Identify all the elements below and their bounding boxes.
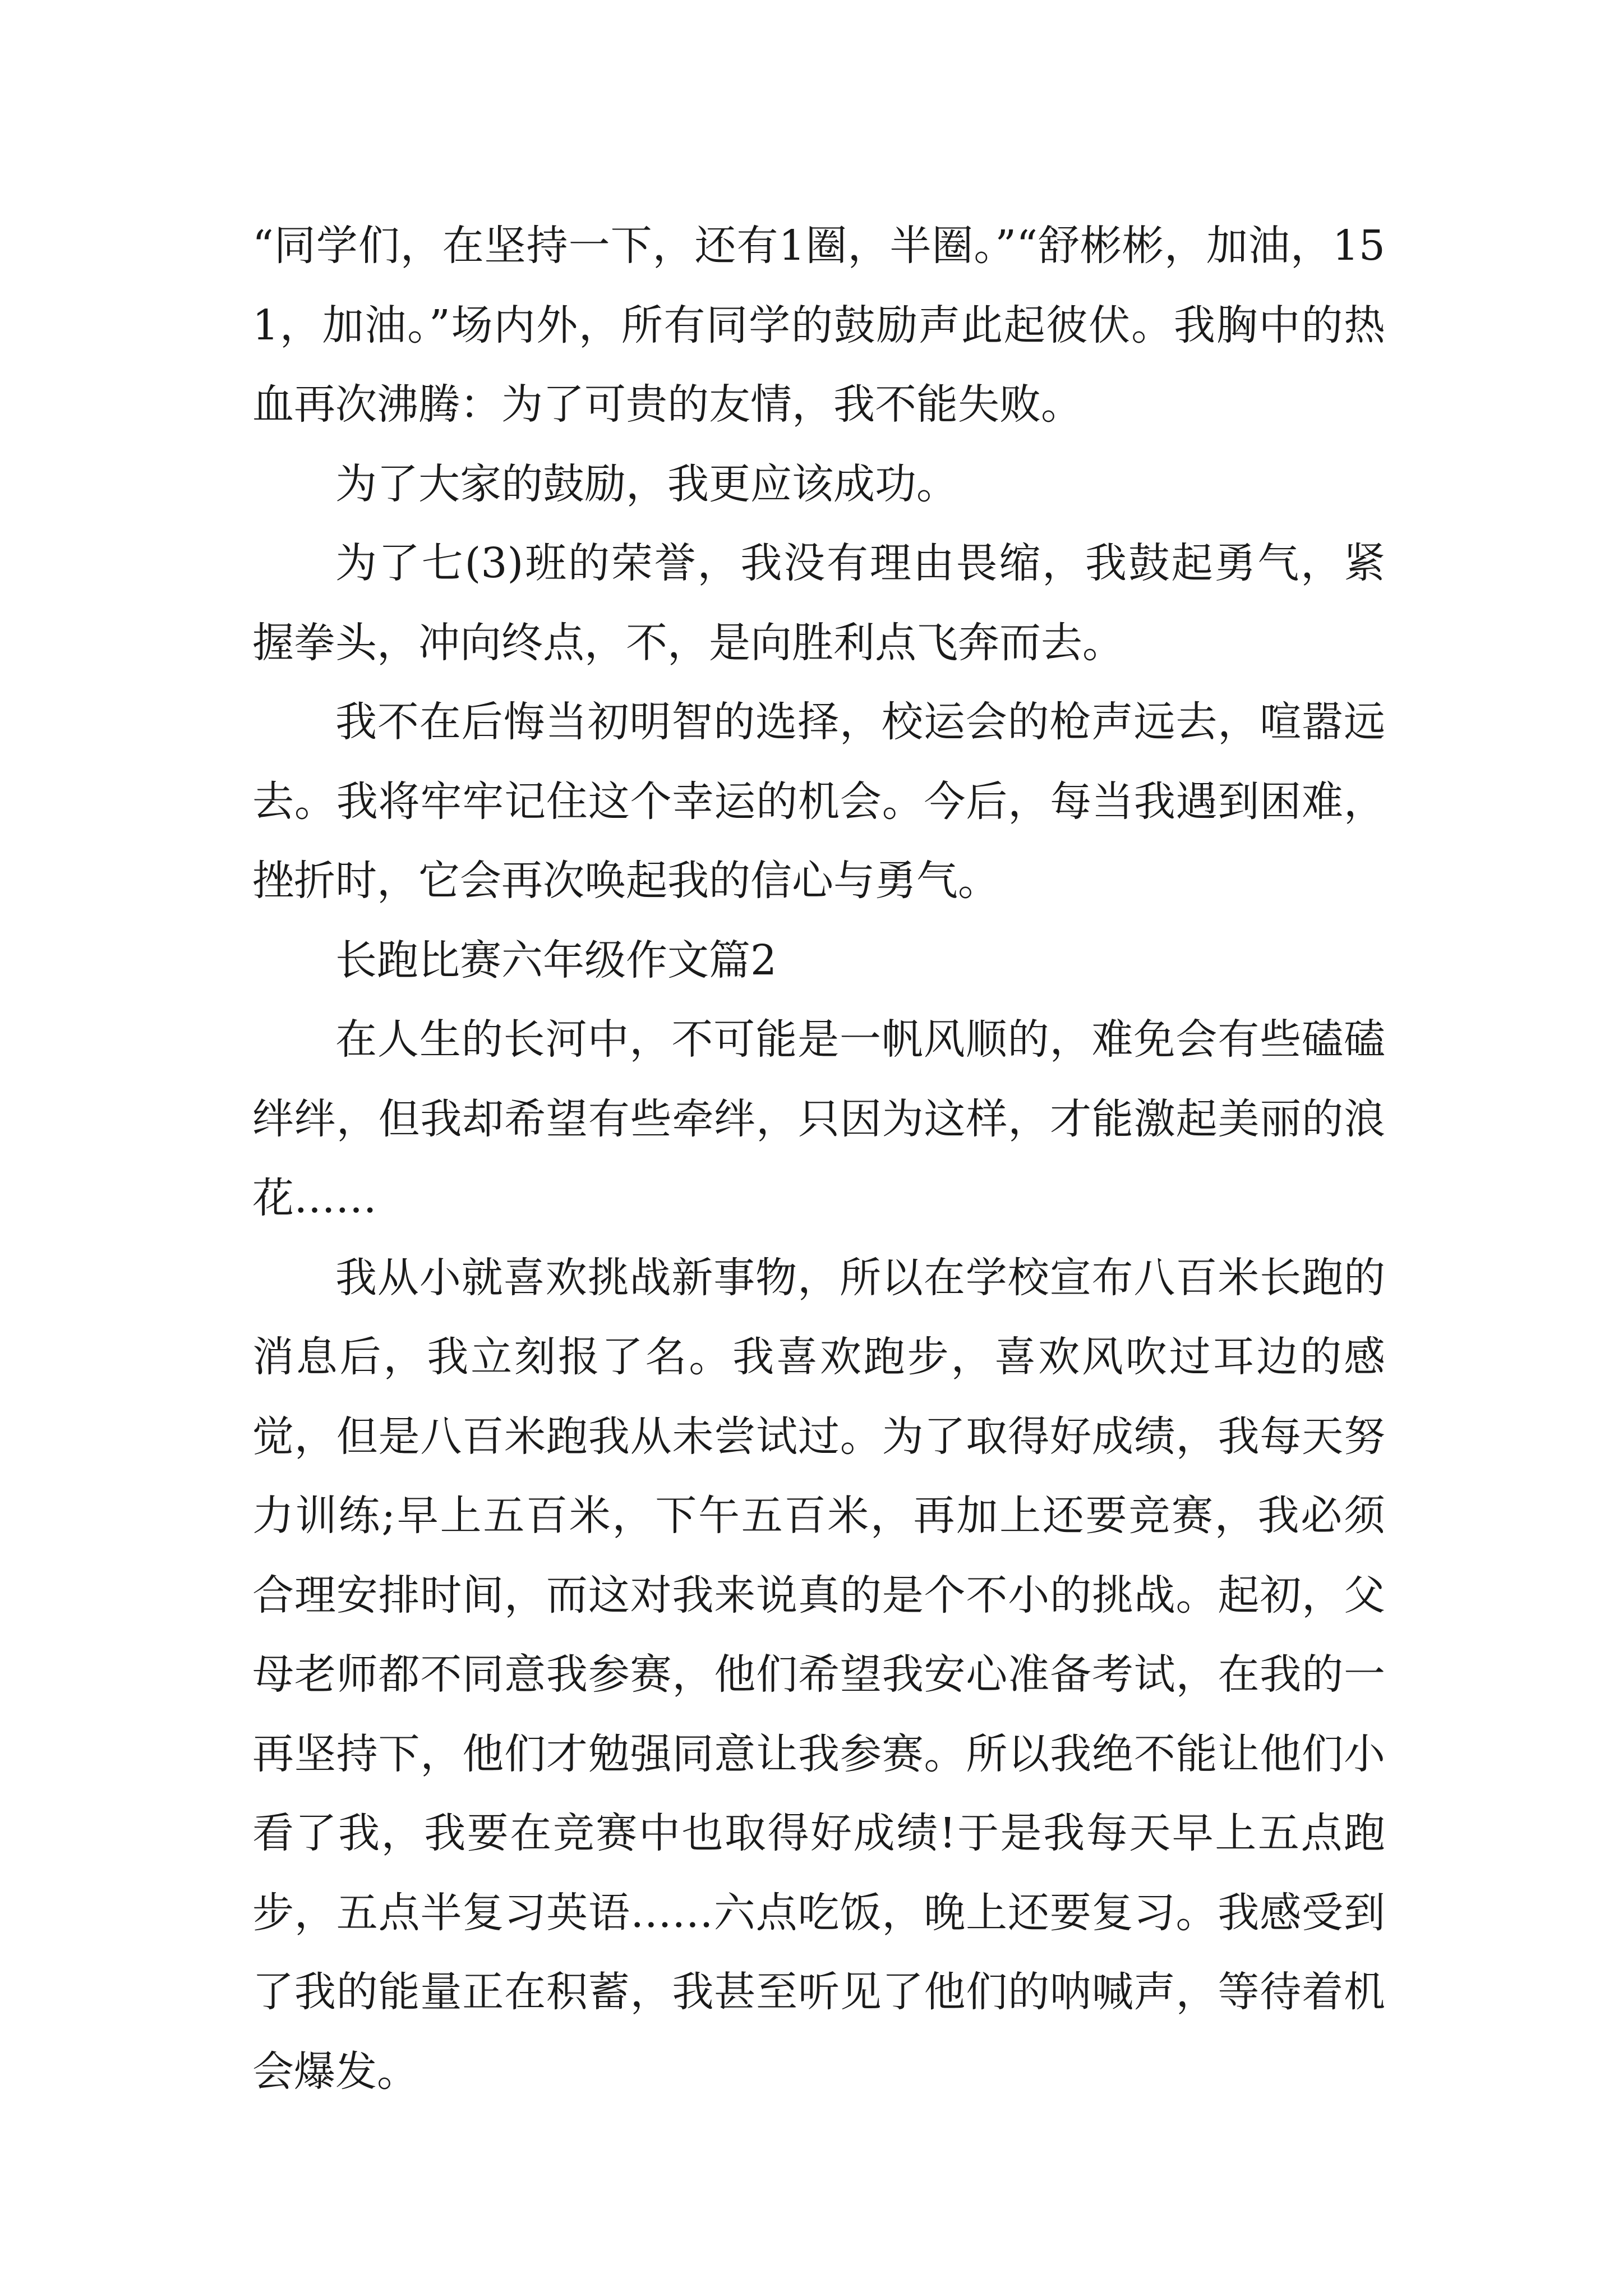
paragraph-cheering: “同学们，在坚持一下，还有1圈，半圈。”“舒彬彬，加油，151，加油。”场内外，所有同学的鼓励声此起彼伏。我胸中的热血再次沸腾：为了可贵的友情，我不能失败。 <box>252 222 1385 429</box>
paragraph-no-regret: 我不在后悔当初明智的选择，校运会的枪声远去，喧嚣远去。我将牢牢记住这个幸运的机会。今后，每当我遇到困难，挫折时，它会再次唤起我的信心与勇气。 <box>252 698 1385 905</box>
paragraph-challenge: 我从小就喜欢挑战新事物，所以在学校宣布八百米长跑的消息后，我立刻报了名。我喜欢跑步，喜欢风吹过耳边的感觉，但是八百米跑我从未尝试过。为了取得好成绩，我每天努力训练;早上五百米，下午五百米，再加上还要竞赛，我必须合理安排时间，而这对我来说真的是个不小的挑战。起初，父母老师都不同意我参赛，他们希望我安心准备考试，在我的一再坚持下，他们才勉强同意让我参赛。所以我绝不能让他们小看了我，我要在竞赛中也取得好成绩!于是我每天早上五点跑步，五点半复习英语……六点吃饭，晚上还要复习。我感受到了我的能量正在积蓄，我甚至听见了他们的呐喊声，等待着机会爆发。 <box>252 1253 1385 2096</box>
section-heading: 长跑比赛六年级作文篇2 <box>335 936 777 984</box>
document-body <box>252 206 1385 2111</box>
paragraph-class-honor: 为了七(3)班的荣誉，我没有理由畏缩，我鼓起勇气，紧握拳头，冲向终点，不，是向胜利点飞奔而去。 <box>252 539 1385 667</box>
paragraph-encouragement: 为了大家的鼓励，我更应该成功。 <box>335 459 958 508</box>
paragraph-life-river: 在人生的长河中，不可能是一帆风顺的，难免会有些磕磕绊绊，但我却希望有些牵绊，只因为这样，才能激起美丽的浪花…… <box>252 1015 1385 1222</box>
